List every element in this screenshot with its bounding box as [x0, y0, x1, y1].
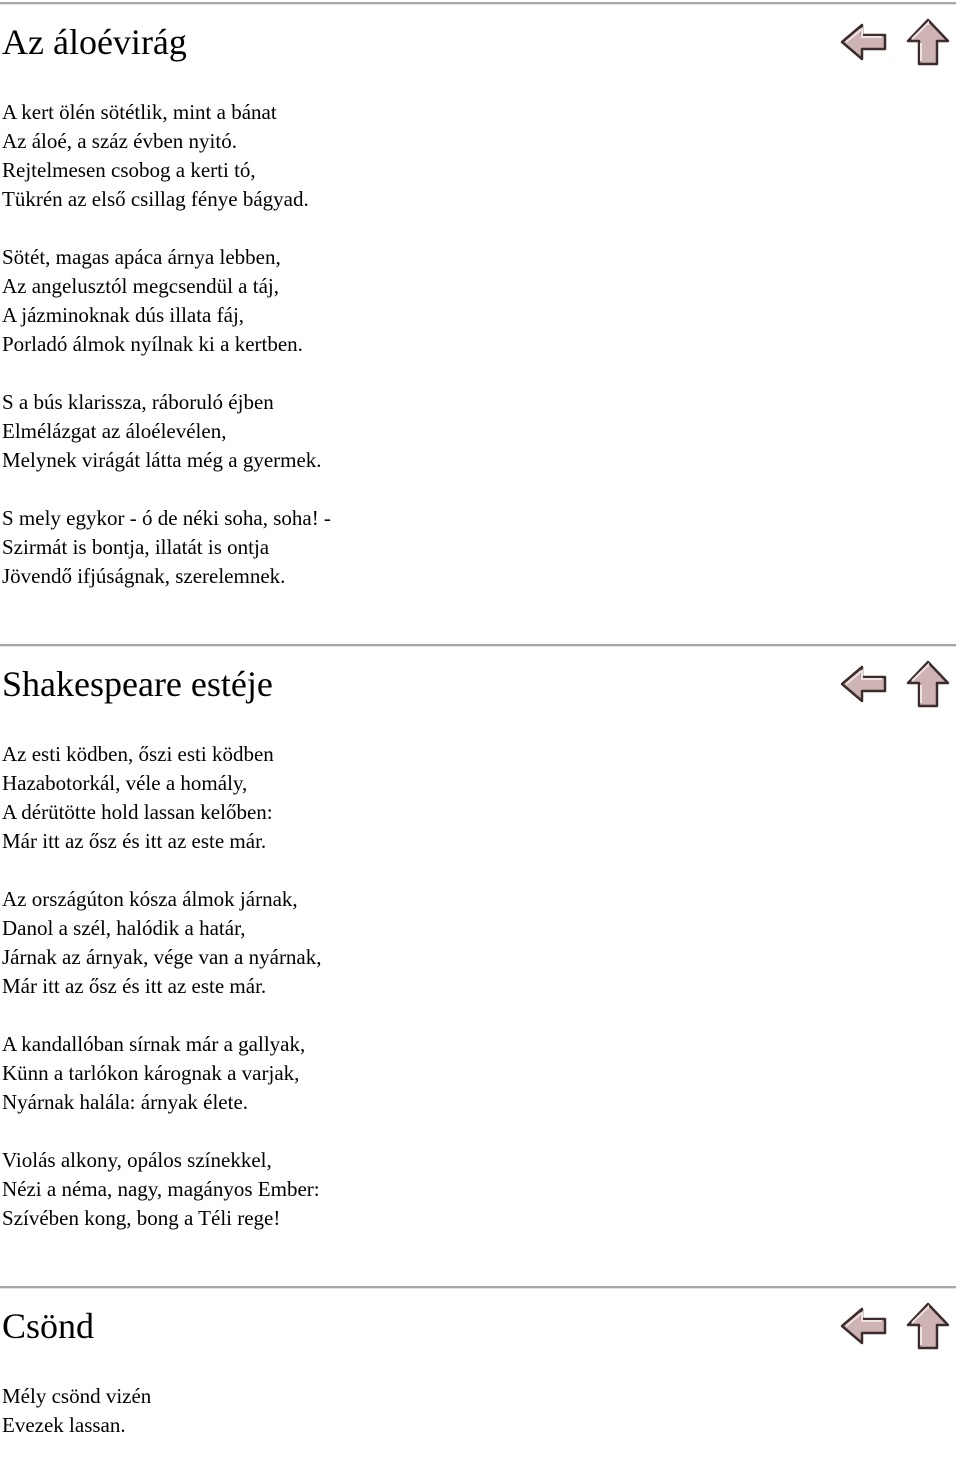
stanza — [0, 388, 960, 475]
poem-line: Szívében kong, bong a Téli rege! — [2, 1206, 281, 1230]
poem-line: Rejtelmesen csobog a kerti tó, — [2, 158, 256, 182]
stanza — [0, 740, 960, 856]
poem-line: Tükrén az első csillag fénye bágyad. — [2, 187, 309, 211]
poem-line: Evezek lassan. — [2, 1413, 126, 1437]
poem-section — [0, 1290, 960, 1469]
poem-title: Shakespeare estéje — [2, 664, 273, 704]
poem-line: Nyárnak halála: árnyak élete. — [2, 1090, 249, 1114]
poem-line: Az angelusztól megcsendül a táj, — [2, 274, 279, 298]
poem-line: Elmélázgat az áloélevélen, — [2, 419, 227, 443]
up-button[interactable] — [902, 658, 954, 710]
poem-line: Hazabotorkál, véle a homály, — [2, 771, 248, 795]
poem-line: A kandallóban sírnak már a gallyak, — [2, 1032, 306, 1056]
poem-title: Csönd — [2, 1306, 95, 1346]
nav-buttons — [838, 1300, 954, 1352]
poem-line: Járnak az árnyak, vége van a nyárnak, — [2, 945, 322, 969]
poem-line: Melynek virágát látta még a gyermek. — [2, 448, 322, 472]
stanza — [0, 1146, 960, 1233]
back-button[interactable] — [838, 16, 890, 68]
poem-body — [0, 78, 960, 591]
nav-buttons — [838, 658, 954, 710]
poem-line: Mély csönd vizén — [2, 1384, 152, 1408]
section-divider — [0, 1286, 956, 1289]
poem-line: Violás alkony, opálos színekkel, — [2, 1148, 272, 1172]
poem-line: Jövendő ifjúságnak, szerelemnek. — [2, 564, 286, 588]
poem-line: Az esti ködben, őszi esti ködben — [2, 742, 274, 766]
poem-line: Az országúton kósza álmok járnak, — [2, 887, 298, 911]
poem-line: A jázminoknak dús illata fáj, — [2, 303, 245, 327]
poem-line: Nézi a néma, nagy, magányos Ember: — [2, 1177, 320, 1201]
nav-buttons — [838, 16, 954, 68]
stanza — [0, 504, 960, 591]
poem-line: Porladó álmok nyílnak ki a kertben. — [2, 332, 303, 356]
poem-title: Az áloévirág — [2, 22, 187, 62]
poem-line: Künn a tarlókon kárognak a varjak, — [2, 1061, 300, 1085]
up-arrow-icon — [902, 1300, 954, 1352]
poem-line: Az áloé, a száz évben nyitó. — [2, 129, 237, 153]
up-arrow-icon — [902, 658, 954, 710]
poem-body — [0, 720, 960, 1233]
stanza — [0, 98, 960, 214]
poem-line: A dérütötte hold lassan kelőben: — [2, 800, 273, 824]
section-divider — [0, 2, 956, 5]
poem-line: Danol a szél, halódik a határ, — [2, 916, 246, 940]
back-button[interactable] — [838, 1300, 890, 1352]
stanza — [0, 243, 960, 359]
left-arrow-icon — [838, 16, 890, 68]
poem-line: Már itt az ősz és itt az este már. — [2, 974, 267, 998]
stanza — [0, 1382, 960, 1440]
up-button[interactable] — [902, 1300, 954, 1352]
up-arrow-icon — [902, 16, 954, 68]
stanza — [0, 1030, 960, 1117]
left-arrow-icon — [838, 1300, 890, 1352]
poem-section — [0, 648, 960, 1262]
poem-line: S mely egykor - ó de néki soha, soha! - — [2, 506, 331, 530]
section-divider — [0, 644, 956, 647]
poem-section — [0, 6, 960, 620]
poem-line: Már itt az ősz és itt az este már. — [2, 829, 267, 853]
poem-body — [0, 1362, 960, 1440]
poem-line: S a bús klarissza, ráboruló éjben — [2, 390, 274, 414]
left-arrow-icon — [838, 658, 890, 710]
poem-header — [0, 6, 960, 78]
stanza — [0, 885, 960, 1001]
poem-header — [0, 648, 960, 720]
poem-line: Sötét, magas apáca árnya lebben, — [2, 245, 281, 269]
back-button[interactable] — [838, 658, 890, 710]
poem-header — [0, 1290, 960, 1362]
up-button[interactable] — [902, 16, 954, 68]
poem-line: Szirmát is bontja, illatát is ontja — [2, 535, 270, 559]
poem-line: A kert ölén sötétlik, mint a bánat — [2, 100, 277, 124]
